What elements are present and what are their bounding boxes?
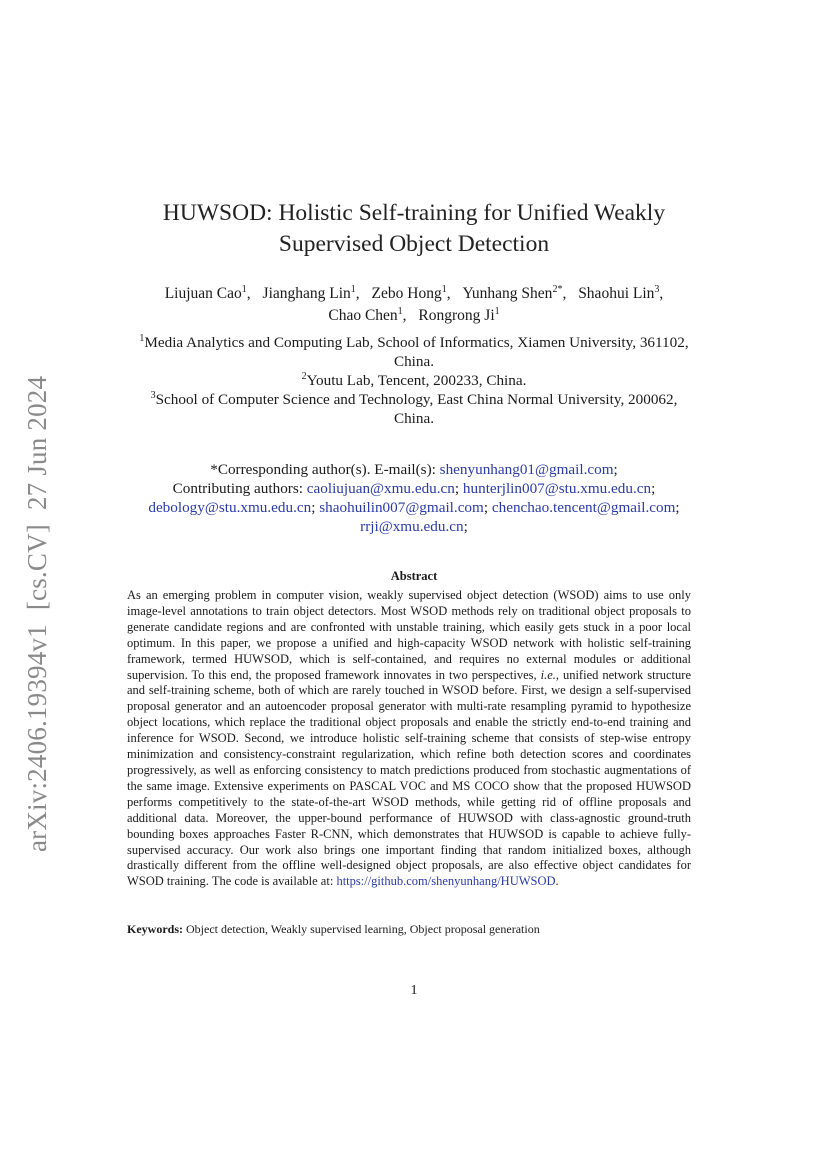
keywords-label: Keywords: bbox=[127, 922, 183, 936]
author: Chao Chen$^1$, bbox=[328, 305, 407, 324]
author: Zebo Hong$^1$, bbox=[371, 283, 451, 302]
page-number: 1 bbox=[410, 983, 418, 998]
ie-abbrev: i.e. bbox=[540, 667, 556, 682]
affiliation-continued: China. bbox=[393, 353, 435, 370]
contributing-line: Contributing authors: caoliujuan@xmu.edu.cn; hunterjlin007@stu.xmu.edu.cn; bbox=[172, 480, 656, 497]
email-link[interactable]: hunterjlin007@stu.xmu.edu.cn bbox=[462, 480, 652, 497]
arxiv-category: [cs.CV] bbox=[22, 524, 52, 611]
keywords-text: Object detection, Weakly supervised learning, Object proposal generation bbox=[186, 922, 540, 936]
abstract-heading: Abstract bbox=[390, 569, 438, 583]
email-link[interactable]: rrji@xmu.edu.cn bbox=[360, 518, 464, 535]
email-link[interactable]: debology@stu.xmu.edu.cn bbox=[148, 499, 312, 516]
arxiv-date: 27 Jun 2024 bbox=[22, 375, 52, 511]
author: Liujuan Cao$^1$, bbox=[164, 283, 251, 302]
contributing-line: rrji@xmu.edu.cn; bbox=[360, 518, 468, 535]
paper-title bbox=[128, 198, 700, 260]
arxiv-identifier bbox=[22, 362, 53, 852]
corresponding-line: *Corresponding author(s). E-mail(s): shenyunhang01@gmail.com; bbox=[210, 461, 618, 478]
affiliation-continued: China. bbox=[393, 410, 435, 427]
keywords-line bbox=[127, 922, 697, 937]
contributing-line: debology@stu.xmu.edu.cn; shaohuilin007@gmail.com; chenchao.tencent@gmail.com; bbox=[148, 499, 680, 516]
author: Rongrong Ji$^1$ bbox=[418, 305, 500, 324]
affiliation: $^1$Media Analytics and Computing Lab, School of Informatics, Xiamen University, 361102, bbox=[139, 332, 689, 351]
email-link[interactable]: shenyunhang01@gmail.com bbox=[439, 461, 614, 478]
abstract-text: As an emerging problem in computer vision, weakly supervised object detection (WSOD) aims to use only image-level annotations to train object detectors. Most WSOD methods rely on traditional object proposals to generate candidate regions and are confronted with unstable training, which easily gets stuck in a poor local optimum. In this paper, we propose a unified and high-capacity WSOD network with holistic self-training framework, termed HUWSOD, which is self-contained, and requires no external modules or additional supervision. To this end, the proposed framework innovates in two perspectives, i.e., unified network structure and self-training scheme, both of which are rarely touched in WSOD before. First, we design a self-supervised proposal generator and an autoencoder proposal generator with multi-rate resampling pyramid to hypothesize object locations, which replace the traditional object proposals and enable the strictly end-to-end training and inference for WSOD. Second, we introduce holistic self-training scheme that consists of step-wise entropy minimization and consistency-constraint regularization, which refine both detection scores and coordinates progressively, as well as enforcing consistency to match predictions produced from stochastic augmentations of the same image. Extensive experiments on PASCAL VOC and MS COCO show that the proposed HUWSOD performs competitively to the state-of-the-art WSOD methods, while getting rid of offline proposals and additional data. Moreover, the upper-bound performance of HUWSOD with class-agnostic ground-truth bounding boxes approaches Faster R-CNN, which demonstrates that HUWSOD is capable to achieve fully-supervised accuracy. Our work also brings one important finding that random initialized boxes, although drastically different from the offline well-designed object proposals, are also effective object candidates for WSOD training. The code is available at: https://github.com/shenyunhang/HUWSOD. bbox=[127, 588, 691, 889]
author: Jianghang Lin$^1$, bbox=[262, 283, 360, 302]
author: Yunhang Shen$^{2*}$, bbox=[462, 283, 567, 302]
author: Shaohui Lin$^3$, bbox=[578, 283, 664, 302]
affiliation: $^3$School of Computer Science and Technology, East China Normal University, 200062, bbox=[150, 389, 678, 408]
title-line: HUWSOD: Holistic Self-training for Unified Weakly bbox=[162, 200, 666, 226]
contact-block bbox=[110, 460, 718, 536]
email-link[interactable]: caoliujuan@xmu.edu.cn bbox=[306, 480, 455, 497]
arxiv-id[interactable]: arXiv:2406.19394v1 bbox=[22, 624, 52, 852]
email-link[interactable]: chenchao.tencent@gmail.com bbox=[491, 499, 676, 516]
email-link[interactable]: shaohuilin007@gmail.com bbox=[319, 499, 484, 516]
affiliation: $^2$Youtu Lab, Tencent, 200233, China. bbox=[301, 370, 527, 389]
code-link[interactable]: https://github.com/shenyunhang/HUWSOD bbox=[336, 874, 556, 889]
author-list bbox=[110, 283, 718, 327]
affiliation-list bbox=[108, 333, 720, 428]
title-line: Supervised Object Detection bbox=[278, 231, 550, 257]
